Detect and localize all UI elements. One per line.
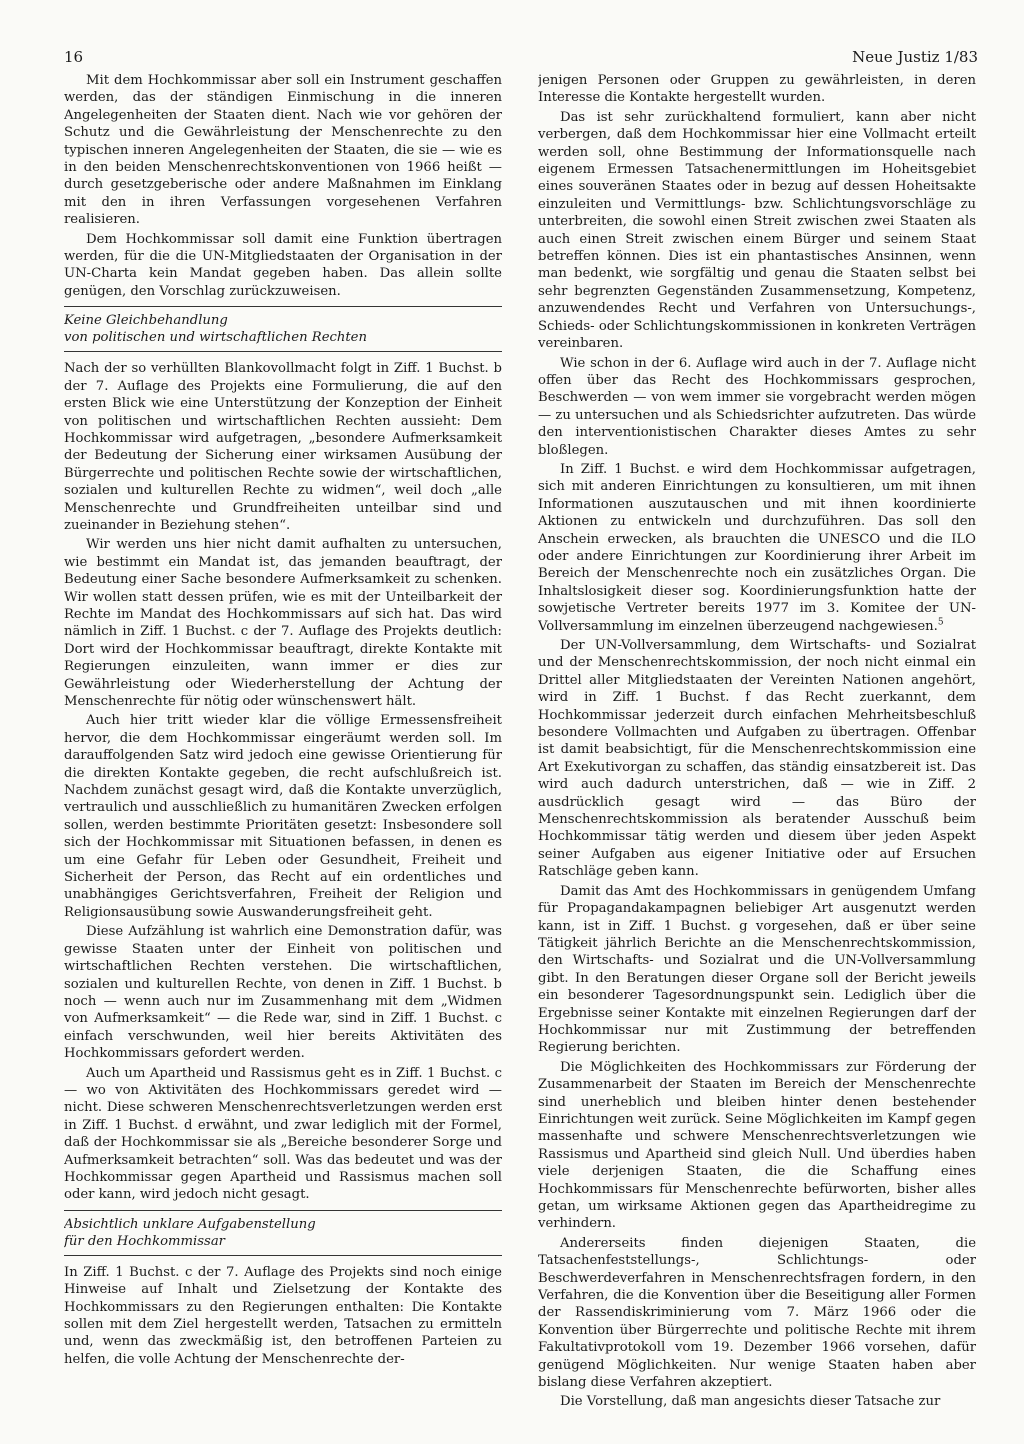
- journal-issue: Neue Justiz 1/83: [852, 48, 978, 66]
- paragraph: Andererseits finden diejenigen Staaten, die Tatsachenfeststellungs-, Schlichtungs- oder Beschwerdeverfahren in Menschenrechtsfragen fordern, in den Verfahren, die die Konvention über die Beseitigung aller Formen der Rassendiskriminierung vom 7. März 1966 oder die Konvention über Bürgerrechte und politische Rechte mit ihrem Fakultativprotokoll vom 19. Dezember 1966 vorsehen, dafür genügend Möglichkeiten. Nur wenige Staaten haben aber bislang diese Verfahren akzeptiert.: [538, 1235, 976, 1391]
- paragraph: Auch um Apartheid und Rassismus geht es in Ziff. 1 Buchst. c — wo von Aktivitäten des Hochkommissars geredet wird — nicht. Diese schweren Menschenrechtsverletzungen werden erst in Ziff. 1 Buchst. d erwähnt, und zwar lediglich mit der Formel, daß der Hochkommissar sie als „Bereiche besonderer Sorge und Aufmerksamkeit betrachten“ soll. Was das bedeutet und was der Hochkommissar gegen Apartheid und Rassismus machen soll oder kann, wird jedoch nicht gesagt.: [64, 1065, 502, 1203]
- footnote-marker: 5: [937, 617, 944, 628]
- page-header: [64, 46, 978, 68]
- paragraph: Diese Aufzählung ist wahrlich eine Demonstration dafür, was gewisse Staaten unter der Einheit von politischen und wirtschaftlichen Rechten verstehen. Die wirtschaftlichen, sozialen und kulturellen Rechte, von denen in Ziff. 1 Buchst. b noch — wenn auch nur im Zusammenhang mit dem „Widmen von Aufmerksamkeit“ — die Rede war, sind in Ziff. 1 Buchst. c einfach verschwunden, weil hier bereits Aktivitäten des Hochkommissars gefordert werden.: [64, 924, 502, 1062]
- paragraph: Wie schon in der 6. Auflage wird auch in der 7. Auflage nicht offen über das Recht des Hochkommissars gesprochen, Beschwerden — von wem immer sie vorgebracht werden mögen — zu untersuchen und als Schiedsrichter aufzutreten. Das würde den interventionistischen Charakter dieses Amtes zu sehr bloßlegen.: [538, 355, 976, 458]
- paragraph: Wir werden uns hier nicht damit aufhalten zu untersuchen, wie bestimmt ein Mandat ist, das jemanden beauftragt, der Bedeutung einer Sache besondere Aufmerksamkeit zu schenken. Wir wollen statt dessen prüfen, wie es mit der Unteilbarkeit der Rechte im Mandat des Hochkommissars auf sich hat. Das wird nämlich in Ziff. 1 Buchst. c der 7. Auflage des Projekts deutlich: Dort wird der Hochkommissar beauftragt, direkte Kontakte mit Regierungen einzuleiten, wann immer er dies zur Gewährleistung oder Wiederherstellung der Achtung der Menschenrechte für nötig oder wünschenswert hält.: [64, 537, 502, 709]
- section-heading-line: für den Hochkommissar: [64, 1233, 225, 1249]
- paragraph: Die Vorstellung, daß man angesichts dieser Tatsache zur: [560, 1394, 941, 1410]
- paragraph: Nach der so verhüllten Blankovollmacht folgt in Ziff. 1 Buchst. b der 7. Auflage des Projekts eine Formulierung, die auf den ersten Blick wie eine Unterstützung der Konzeption der Einheit von politischen und wirtschaftlichen Rechten aussieht: Dem Hochkommissar wird aufgetragen, „besondere Aufmerksamkeit der Bedeutung der Sicherung einer wirksamen Ausübung der Bürgerrechte und politischen Rechte sowie der wirtschaftlichen, sozialen und kulturellen Rechte zu widmen“, weil doch „alle Menschenrechte und Grundfreiheiten unteilbar sind und zueinander in Beziehung stehen“.: [64, 361, 502, 533]
- section-heading-line: Keine Gleichbehandlung: [64, 313, 228, 329]
- paragraph: Das ist sehr zurückhaltend formuliert, kann aber nicht verbergen, daß dem Hochkommissar hier eine Vollmacht erteilt werden soll, ohne Bestimmung der Informationsquelle nach eigenem Ermessen Tatsachenermittlungen im Hoheitsgebiet eines souveränen Staates oder in bezug auf dessen Hoheitsakte einzuleiten und Vermittlungs- bzw. Schlichtungsvorschläge zu unterbreiten, die sowohl einen Streit zwischen zwei Staaten als auch einen Streit zwischen einem Bürger und seinem Staat betreffen können. Dies ist ein phantastisches Ansinnen, wenn man bedenkt, wie sorgfältig und genau die Staaten selbst bei sehr begrenzten Gegenständen Zusammensetzung, Kompetenz, anzuwendendes Recht und Verfahren von Untersuchungs-, Schieds- oder Schlichtungskommissionen in konkreten Verträgen vereinbaren.: [538, 109, 976, 352]
- left-column: [64, 72, 502, 1432]
- paragraph: Auch hier tritt wieder klar die völlige Ermessensfreiheit hervor, die dem Hochkommissar eingeräumt werden soll. Im darauffolgenden Satz wird jedoch eine gewisse Orientierung für die direkten Kontakte gegeben, die recht aufschlußreich ist. Nachdem zunächst gesagt wird, daß die Kontakte unverzüglich, vertraulich und ausschließlich zu humanitären Zwecken erfolgen sollen, werden bestimmte Prioritäten gesetzt: Insbesondere soll sich der Hochkommissar mit Situationen befassen, in denen es um eine Gefahr für Leben oder Gesundheit, Freiheit und Sicherheit der Person, das Recht auf ein ordentliches und unabhängiges Gerichtsverfahren, Freiheit der Religion und Religionsausübung sowie Auswanderungsfreiheit geht.: [64, 713, 502, 920]
- section-heading-line: von politischen und wirtschaftlichen Rechten: [64, 330, 367, 346]
- section-heading: [64, 1210, 502, 1256]
- paragraph: jenigen Personen oder Gruppen zu gewährleisten, in deren Interesse die Kontakte hergestellt wurden.: [538, 73, 976, 106]
- paragraph-text: In Ziff. 1 Buchst. e wird dem Hochkommissar aufgetragen, sich mit anderen Einrichtungen zu konsultieren, um mit ihnen Informationen auszutauschen und mit ihnen koordinierte Aktionen zu entwickeln und durchzuführen. Das soll den Anschein erwecken, als brauchten die UNESCO und die ILO oder andere Einrichtungen zur Koordinierung ihrer Arbeit im Bereich der Menschenrechte noch ein zusätzliches Organ. Die Inhaltslosigkeit dieser sog. Koordinierungsfunktion hatte der sowjetische Vertreter bereits 1977 im 3. Komitee der UN-Vollversammlung im einzelnen überzeugend nachgewiesen.: [538, 461, 976, 634]
- paragraph: Mit dem Hochkommissar aber soll ein Instrument geschaffen werden, das der ständigen Einmischung in die inneren Angelegenheiten der Staaten dient. Nach wie vor gehören der Schutz und die Gewährleistung der Menschenrechte zu den typischen inneren Angelegenheiten der Staaten, die sie — wie es in den beiden Menschenrechtskonventionen von 1966 heißt — durch gesetzgeberische oder andere Maßnahmen im Einklang mit den in ihren Verfassungen vorgesehenen Verfahren realisieren.: [64, 73, 502, 228]
- paragraph: In Ziff. 1 Buchst. c der 7. Auflage des Projekts sind noch einige Hinweise auf Inhalt und Zielsetzung der Kontakte des Hochkommissars zu den Regierungen enthalten: Die Kontakte sollen mit dem Ziel hergestellt werden, Tatsachen zu ermitteln und, wenn das zweckmäßig ist, den betroffenen Parteien zu helfen, die volle Achtung der Menschenrechte der-: [64, 1264, 502, 1367]
- paragraph: Dem Hochkommissar soll damit eine Funktion übertragen werden, für die die UN-Mitgliedstaaten der Organisation in der UN-Charta kein Mandat gegeben haben. Das allein sollte genügen, den Vorschlag zurückzuweisen.: [64, 231, 502, 299]
- paragraph: Damit das Amt des Hochkommissars in genügendem Umfang für Propagandakampagnen beliebiger Art ausgenutzt werden kann, ist in Ziff. 1 Buchst. g vorgesehen, daß er über seine Tätigkeit jährlich Berichte an die Menschenrechtskommission, den Wirtschafts- und Sozialrat und die UN-Vollversammlung gibt. In den Beratungen dieser Organe soll der Bericht jeweils ein besonderer Tagesordnungspunkt sein. Lediglich über die Ergebnisse seiner Kontakte mit einzelnen Regierungen darf der Hochkommissar nur mit Zustimmung der betreffenden Regierung berichten.: [538, 883, 976, 1056]
- right-column: [538, 72, 976, 1432]
- section-heading-line: Absichtlich unklare Aufgabenstellung: [64, 1216, 316, 1232]
- paragraph: Die Möglichkeiten des Hochkommissars zur Förderung der Zusammenarbeit der Staaten im Bereich der Menschenrechte sind unerheblich und bleiben hinter denen bestehender Einrichtungen weit zurück. Seine Möglichkeiten im Kampf gegen massenhafte und schwere Menschenrechtsverletzungen wie Rassismus und Apartheid sind gleich Null. Und überdies haben viele derjenigen Staaten, die die Schaffung eines Hochkommissars für Menschenrechte befürworten, bisher alles getan, um wirksame Aktionen gegen das Apartheidregime zu verhindern.: [538, 1059, 976, 1232]
- paragraph: [538, 461, 976, 635]
- page-number: 16: [64, 48, 84, 66]
- paragraph: Der UN-Vollversammlung, dem Wirtschafts- und Sozialrat und der Menschenrechtskommission, der noch nicht einmal ein Drittel aller Mitgliedstaaten der Vereinten Nationen angehört, wird in Ziff. 1 Buchst. f das Recht zuerkannt, dem Hochkommissar jederzeit durch einfachen Mehrheitsbeschluß besondere Vollmachten und Aufgaben zu übertragen. Offenbar ist damit beabsichtigt, für die Menschenrechtskommission eine Art Exekutivorgan zu schaffen, das ständig einsatzbereit ist. Das wird auch dadurch unterstrichen, daß — wie in Ziff. 2 ausdrücklich gesagt wird — das Büro der Menschenrechtskommission als beratender Ausschuß beim Hochkommissar tätig werden und diesem über jeden Aspekt seiner Aufgaben aus eigener Initiative oder auf Ersuchen Ratschläge geben kann.: [538, 638, 976, 880]
- section-heading: [64, 306, 502, 352]
